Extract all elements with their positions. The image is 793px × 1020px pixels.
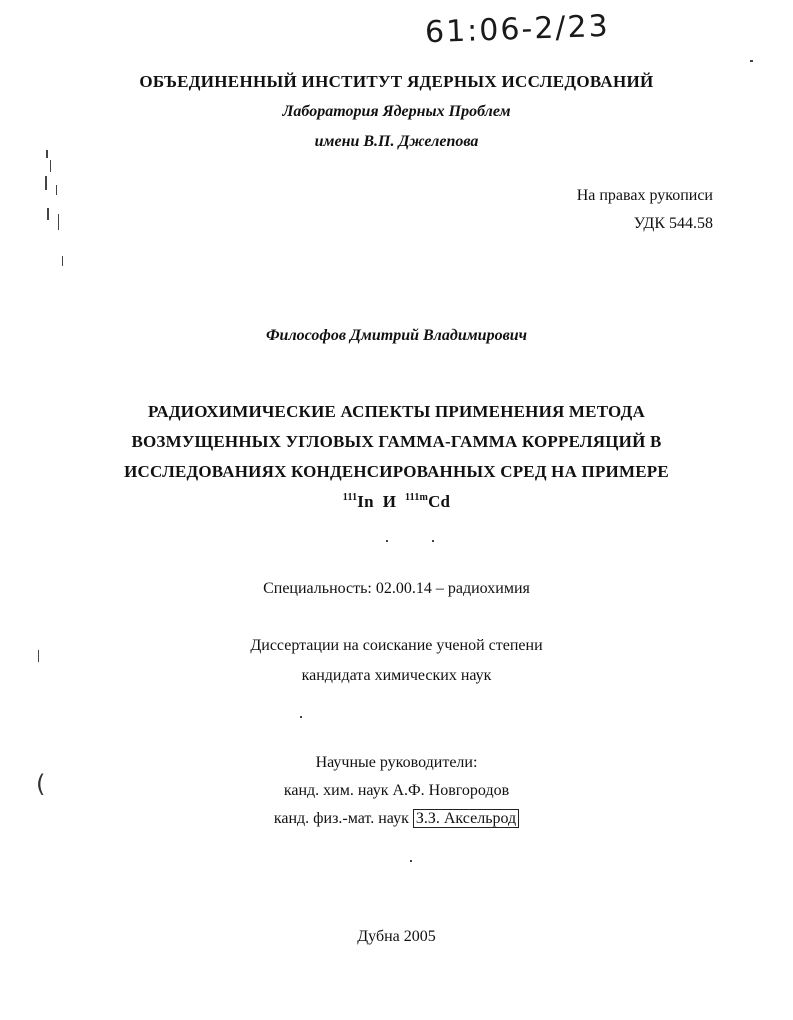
supervisor-2-degree: канд. физ.-мат. наук xyxy=(273,810,409,827)
institute-name: ОБЪЕДИНЕННЫЙ ИНСТИТУТ ЯДЕРНЫХ ИССЛЕДОВАНИЙ xyxy=(139,72,654,91)
dissertation-line-1: Диссертации на соискание ученой степени xyxy=(250,637,543,654)
isotope1-mass: 111 xyxy=(342,492,358,503)
udk-code: УДК 544.58 xyxy=(633,215,713,232)
isotope2-symbol: Cd xyxy=(428,492,451,511)
supervisor-2-name: З.З. Аксельрод xyxy=(413,809,519,828)
title-line-4 xyxy=(0,492,793,512)
isotope1-symbol: In xyxy=(357,492,374,511)
title-conjunction: И xyxy=(382,492,397,511)
city-year: Дубна 2005 xyxy=(357,928,436,945)
handwritten-catalog-number: 61:06-2/23 xyxy=(424,8,611,51)
title-line-2: ВОЗМУЩЕННЫХ УГЛОВЫХ ГАММА-ГАММА КОРРЕЛЯЦИЙ В xyxy=(131,432,662,451)
laboratory-namesake: имени В.П. Джелепова xyxy=(314,133,479,150)
supervisors-label: Научные руководители: xyxy=(315,754,478,771)
author-name: Философов Дмитрий Владимирович xyxy=(265,327,528,344)
isotope2-mass: 111m xyxy=(405,492,429,503)
manuscript-rights: На правах рукописи xyxy=(576,187,713,204)
laboratory-name: Лаборатория Ядерных Проблем xyxy=(282,103,511,120)
scan-artifact-bracket: ( xyxy=(36,770,46,798)
dissertation-line-2: кандидата химических наук xyxy=(301,667,492,684)
title-line-3: ИССЛЕДОВАНИЯХ КОНДЕНСИРОВАННЫХ СРЕД НА ПРИМЕРЕ xyxy=(124,462,669,481)
supervisor-2 xyxy=(0,810,793,828)
supervisor-1: канд. хим. наук А.Ф. Новгородов xyxy=(283,782,510,799)
specialty: Специальность: 02.00.14 – радиохимия xyxy=(263,580,530,597)
title-line-1: РАДИОХИМИЧЕСКИЕ АСПЕКТЫ ПРИМЕНЕНИЯ МЕТОДА xyxy=(148,402,645,421)
